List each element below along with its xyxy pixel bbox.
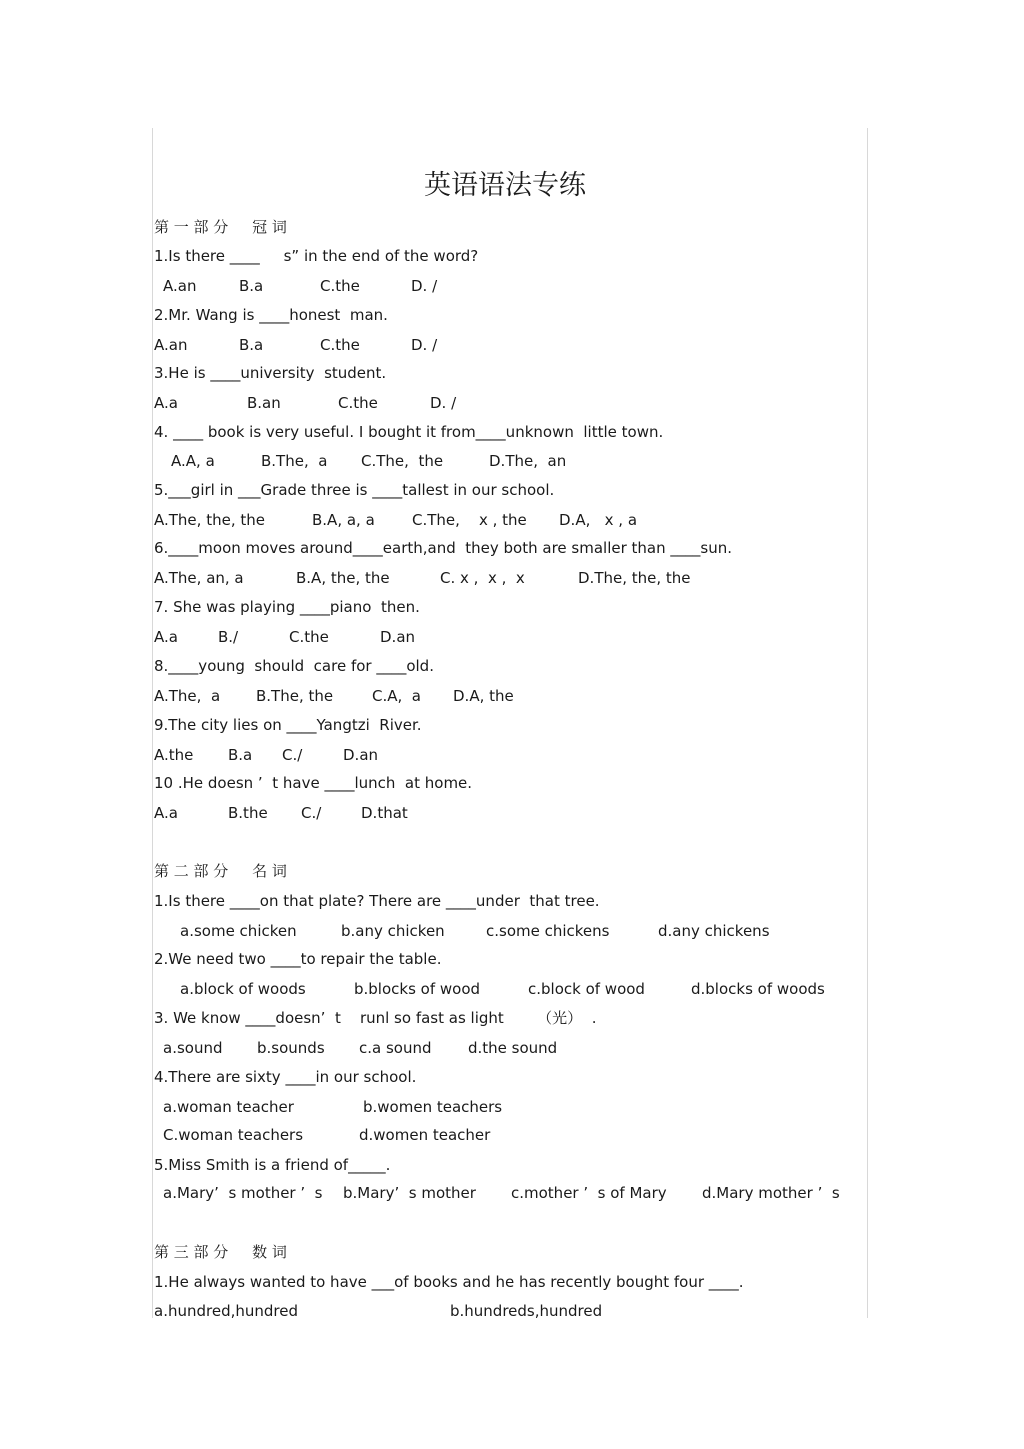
option-b: B.A, a, a	[312, 511, 375, 529]
question-text: 2.Mr. Wang is ____honest man.	[154, 306, 388, 324]
option-c: C.the	[320, 277, 360, 295]
option-a: A.The, a	[154, 687, 221, 705]
option-a: A.a	[154, 804, 178, 822]
option-b: B.A, the, the	[296, 569, 390, 587]
option-d: D. /	[411, 277, 438, 295]
option-a: a.Mary’ s mother ’ s	[163, 1184, 323, 1202]
option-b: B.the	[228, 804, 268, 822]
option-d: D.The, an	[489, 452, 567, 470]
option-d: d.Mary mother ’ s	[702, 1184, 840, 1202]
option-b: B.an	[247, 394, 281, 412]
question-text: 4. ____ book is very useful. I bought it from____unknown little town.	[154, 423, 664, 441]
option-b: b.women teachers	[363, 1098, 503, 1116]
page-edge-left	[152, 128, 153, 1318]
option-d: D.an	[343, 746, 379, 764]
option-c: C. x , x , x	[440, 569, 525, 587]
option-c: C./	[301, 804, 322, 822]
option-d: d.the sound	[468, 1039, 558, 1057]
option-a: a.some chicken	[180, 922, 297, 940]
option-a: A.the	[154, 746, 194, 764]
option-d: d.blocks of woods	[691, 980, 825, 998]
option-a: A.a	[154, 628, 178, 646]
option-d: d.women teacher	[359, 1126, 491, 1144]
question-text: 2.We need two ____to repair the table.	[154, 950, 442, 968]
option-b: B.a	[228, 746, 253, 764]
option-c: c.mother ’ s of Mary	[511, 1184, 667, 1202]
question-text: 4.There are sixty ____in our school.	[154, 1068, 417, 1086]
question-text: 10 .He doesn ’ t have ____lunch at home.	[154, 774, 473, 792]
question-text: 6.____moon moves around____earth,and they both are smaller than ____sun.	[154, 539, 732, 557]
question-text: 3. We know ____doesn’ t runl so fast as light （光） .	[154, 1009, 597, 1027]
question-text: 1.Is there ____on that plate? There are ____under that tree.	[154, 892, 600, 910]
option-b: B.The, a	[261, 452, 328, 470]
option-c: c.some chickens	[486, 922, 610, 940]
option-c: c.block of wood	[528, 980, 645, 998]
section-heading-nouns: 第 二 部 分 名 词	[154, 862, 287, 880]
option-c: C.The, x , the	[412, 511, 527, 529]
option-d: D.that	[361, 804, 408, 822]
question-text: 1.Is there ____ s” in the end of the word?	[154, 247, 479, 265]
option-c: C.woman teachers	[163, 1126, 304, 1144]
option-b: B.The, the	[256, 687, 334, 705]
option-a: a.woman teacher	[163, 1098, 294, 1116]
option-c: C.the	[338, 394, 378, 412]
option-d: D.The, the, the	[578, 569, 691, 587]
option-b: B.a	[239, 277, 264, 295]
option-a: a.block of woods	[180, 980, 306, 998]
option-b: b.hundreds,hundred	[450, 1302, 603, 1320]
option-d: D. /	[411, 336, 438, 354]
page-edge-right	[867, 128, 868, 1318]
option-d: D.A, the	[453, 687, 514, 705]
option-d: D.an	[380, 628, 416, 646]
option-d: D. /	[430, 394, 457, 412]
option-a: A.an	[154, 336, 188, 354]
question-text: 1.He always wanted to have ___of books and he has recently bought four ____.	[154, 1273, 744, 1291]
option-b: b.blocks of wood	[354, 980, 481, 998]
option-b: B.a	[239, 336, 264, 354]
option-c: C.The, the	[361, 452, 444, 470]
option-b: b.sounds	[257, 1039, 325, 1057]
question-text: 8.____young should care for ____old.	[154, 657, 434, 675]
option-c: C.A, a	[372, 687, 421, 705]
option-a: a.sound	[163, 1039, 223, 1057]
option-b: b.Mary’ s mother	[343, 1184, 476, 1202]
question-text: 9.The city lies on ____Yangtzi River.	[154, 716, 422, 734]
option-c: C./	[282, 746, 303, 764]
option-c: C.the	[289, 628, 329, 646]
option-c: c.a sound	[359, 1039, 432, 1057]
question-text: 5.___girl in ___Grade three is ____tallest in our school.	[154, 481, 555, 499]
option-d: D.A, x , a	[559, 511, 638, 529]
option-a: A.a	[154, 394, 178, 412]
option-a: A.The, the, the	[154, 511, 265, 529]
question-text: 3.He is ____university student.	[154, 364, 387, 382]
option-a: A.A, a	[171, 452, 215, 470]
option-c: C.the	[320, 336, 360, 354]
section-heading-numerals: 第 三 部 分 数 词	[154, 1243, 287, 1261]
section-heading-articles: 第 一 部 分 冠 词	[154, 218, 287, 236]
option-b: b.any chicken	[341, 922, 445, 940]
option-b: B./	[218, 628, 239, 646]
option-a: A.The, an, a	[154, 569, 244, 587]
question-text: 7. She was playing ____piano then.	[154, 598, 420, 616]
page-title: 英语语法专练	[424, 170, 586, 201]
option-d: d.any chickens	[658, 922, 770, 940]
question-text: 5.Miss Smith is a friend of_____.	[154, 1156, 391, 1174]
option-a: a.hundred,hundred	[154, 1302, 298, 1320]
option-a: A.an	[163, 277, 197, 295]
